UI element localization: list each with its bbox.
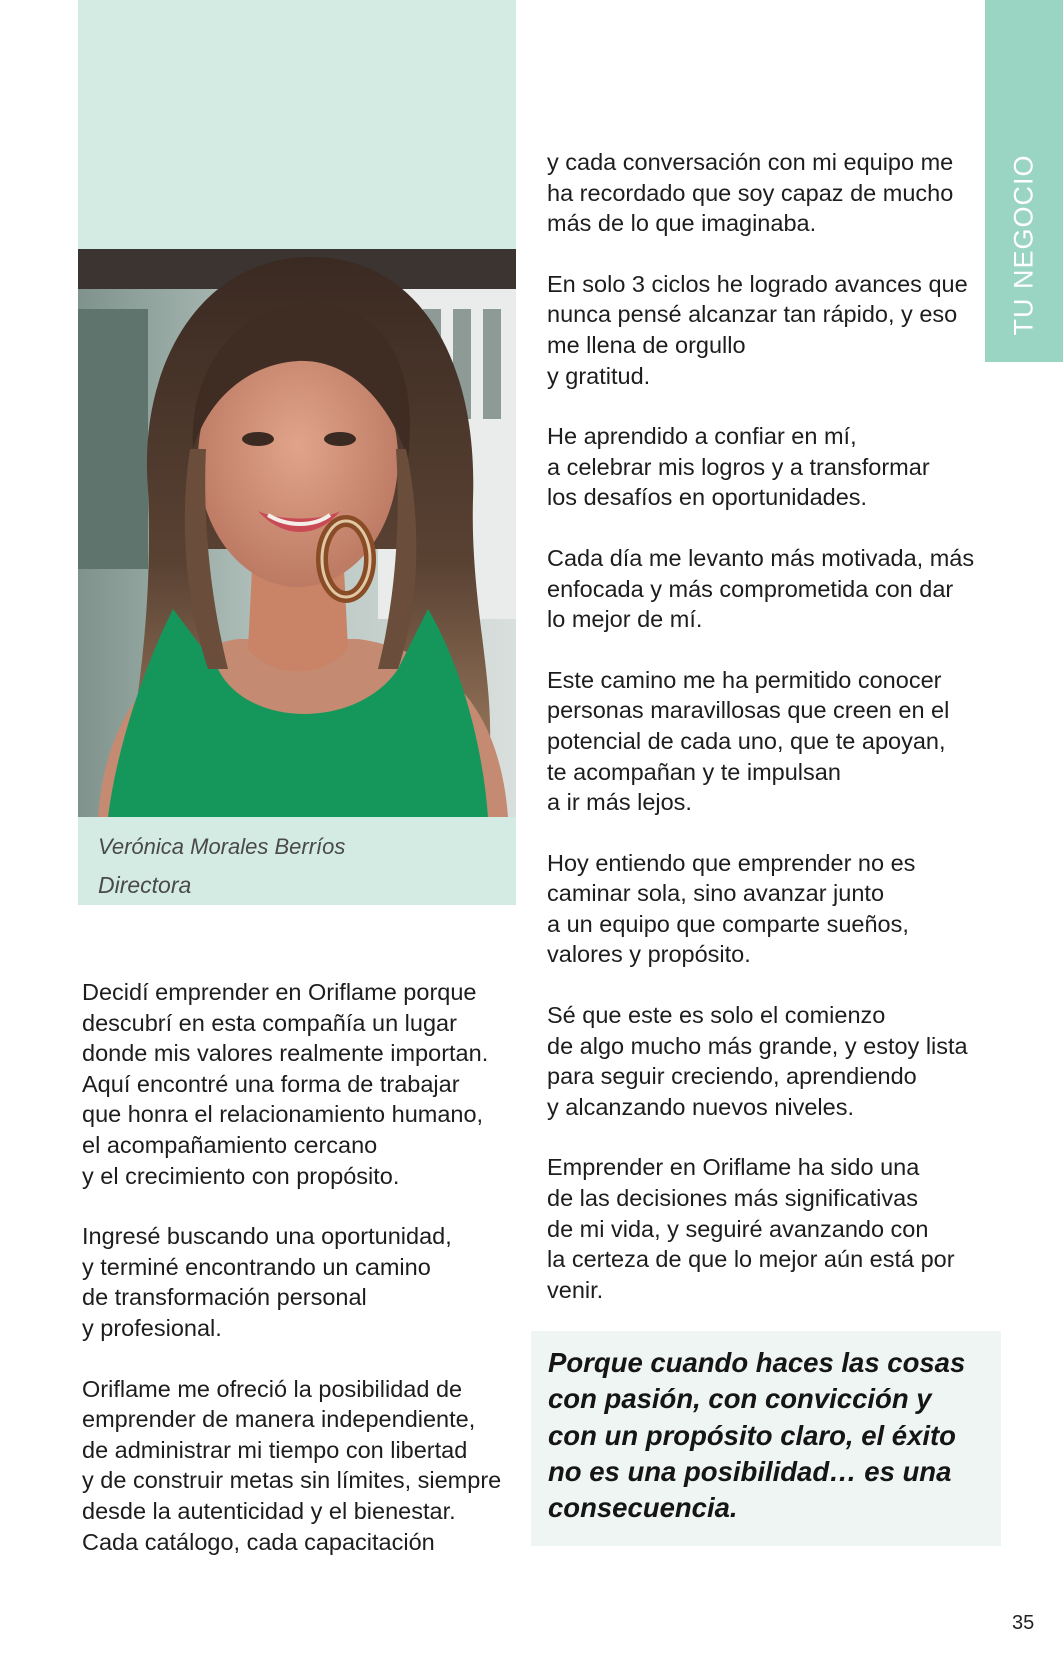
paragraph: Oriflame me ofreció la posibilidad de emprender de manera independiente, de administrar mi tiempo con libertad y de construir metas sin límites, siempre desde la autenticidad y el bienestar. Cada catálogo, cada capacitación bbox=[82, 1375, 502, 1555]
portrait-photo bbox=[78, 249, 516, 817]
paragraph: En solo 3 ciclos he logrado avances que nunca pensé alcanzar tan rápido, y eso me llena de orgullo y gratitud. bbox=[547, 270, 968, 389]
paragraph: y cada conversación con mi equipo me ha recordado que soy capaz de mucho más de lo que imaginaba. bbox=[547, 149, 954, 237]
paragraph: Cada día me levanto más motivada, más enfocada y más comprometida con dar lo mejor de mí. bbox=[547, 544, 975, 633]
section-tab-label: TU NEGOCIO bbox=[1008, 154, 1039, 336]
left-text-column bbox=[82, 977, 512, 1587]
photo-caption bbox=[98, 828, 498, 904]
pull-quote: Porque cuando haces las cosas con pasión, con convicción y con un propósito claro, el éxito no es una posibilidad… es una consecuencia. bbox=[548, 1347, 966, 1524]
pull-quote-box bbox=[531, 1331, 1001, 1546]
paragraph: Emprender en Oriflame ha sido una de las decisiones más significativas de mi vida, y seguiré avanzando con la certeza de que lo mejor aún está por venir. bbox=[547, 1154, 955, 1303]
right-text-column bbox=[547, 147, 987, 1335]
caption-role: Directora bbox=[98, 872, 192, 898]
paragraph: Sé que este es solo el comienzo de algo mucho más grande, y estoy lista para seguir creciendo, aprendiendo y alcanzando nuevos niveles. bbox=[547, 1002, 968, 1120]
paragraph: Este camino me ha permitido conocer personas maravillosas que creen en el potencial de cada uno, que te apoyan, te acompañan y te impulsan a ir más lejos. bbox=[547, 666, 950, 816]
paragraph: Ingresé buscando una oportunidad, y terminé encontrando un camino de transformación personal y profesional. bbox=[82, 1223, 452, 1341]
section-tab bbox=[985, 0, 1063, 362]
paragraph: Decidí emprender en Oriflame porque descubrí en esta compañía un lugar donde mis valores realmente importan. Aquí encontré una forma de trabajar que honra el relacionamiento humano, el acompañamiento cercano y el crecimiento con propósito. bbox=[82, 979, 489, 1189]
paragraph: He aprendido a confiar en mí, a celebrar mis logros y a transformar los desafíos en oportunidades. bbox=[547, 423, 930, 511]
page-number: 35 bbox=[1012, 1612, 1035, 1634]
paragraph: Hoy entiendo que emprender no es caminar sola, sino avanzar junto a un equipo que comparte sueños, valores y propósito. bbox=[547, 849, 916, 968]
caption-name: Verónica Morales Berríos bbox=[98, 834, 346, 859]
